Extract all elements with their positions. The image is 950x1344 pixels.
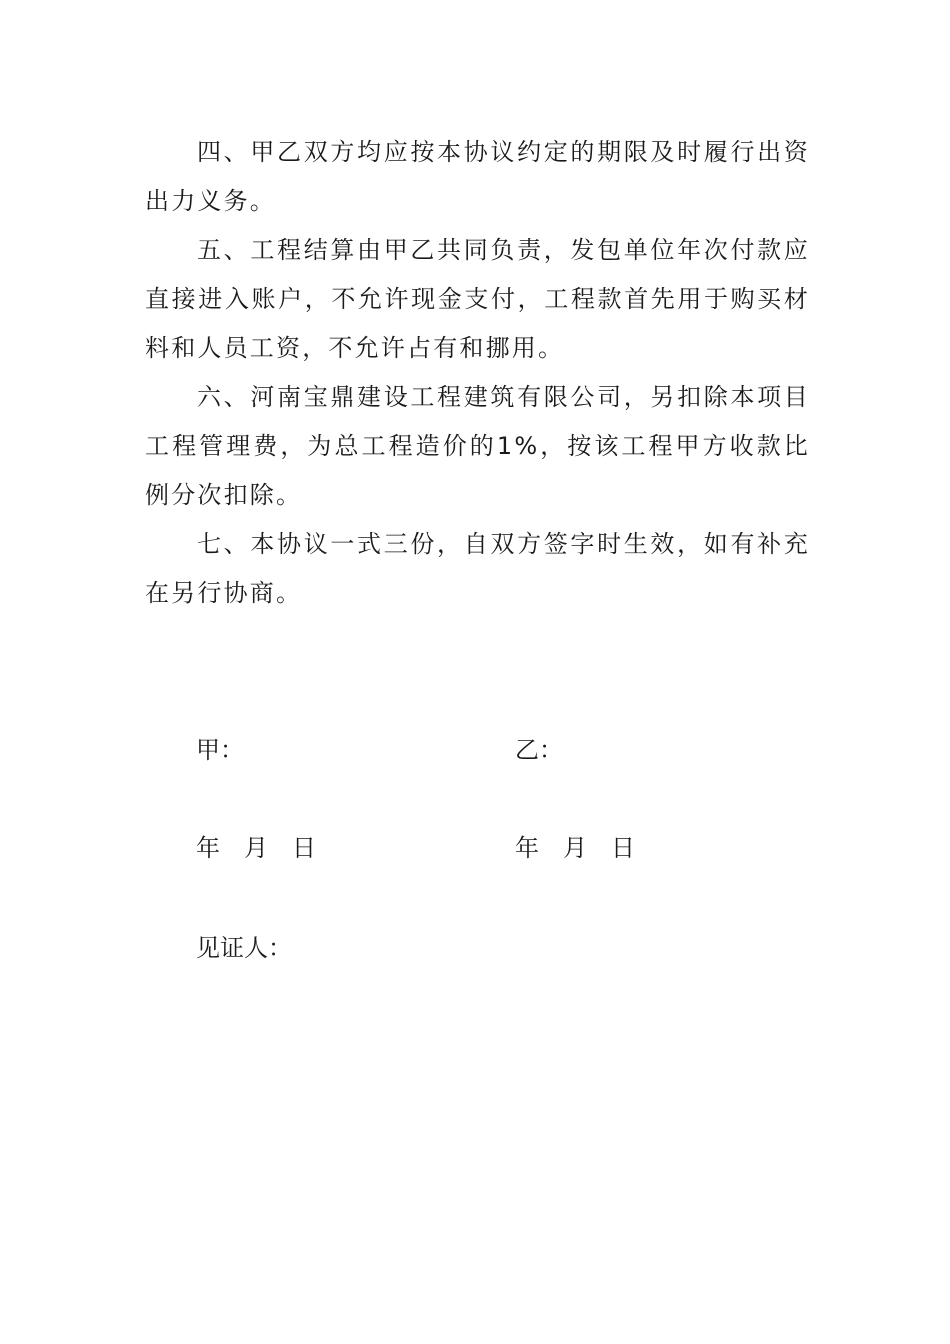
clause-five: 五、工程结算由甲乙共同负责，发包单位年次付款应直接进入账户，不允许现金支付，工程款首先用于购买材料和人员工资，不允许占有和挪用。 bbox=[145, 236, 810, 362]
clause-seven: 七、本协议一式三份，自双方签字时生效，如有补充在另行协商。 bbox=[145, 530, 810, 607]
party-b-label: 乙： bbox=[515, 736, 563, 764]
witness-label: 见证人： bbox=[196, 934, 292, 962]
clause-six: 六、河南宝鼎建设工程建筑有限公司，另扣除本项目工程管理费，为总工程造价的1%，按该工程甲方收款比例分次扣除。 bbox=[145, 383, 810, 509]
agreement-clauses bbox=[145, 128, 810, 618]
party-a-date: 年 月 日 bbox=[196, 834, 316, 862]
signature-party-row bbox=[0, 730, 950, 770]
party-b-date: 年 月 日 bbox=[515, 834, 635, 862]
witness-row bbox=[0, 928, 950, 968]
signature-date-row bbox=[0, 828, 950, 868]
clause-four: 四、甲乙双方均应按本协议约定的期限及时履行出资出力义务。 bbox=[145, 138, 810, 215]
party-a-label: 甲： bbox=[196, 736, 244, 764]
